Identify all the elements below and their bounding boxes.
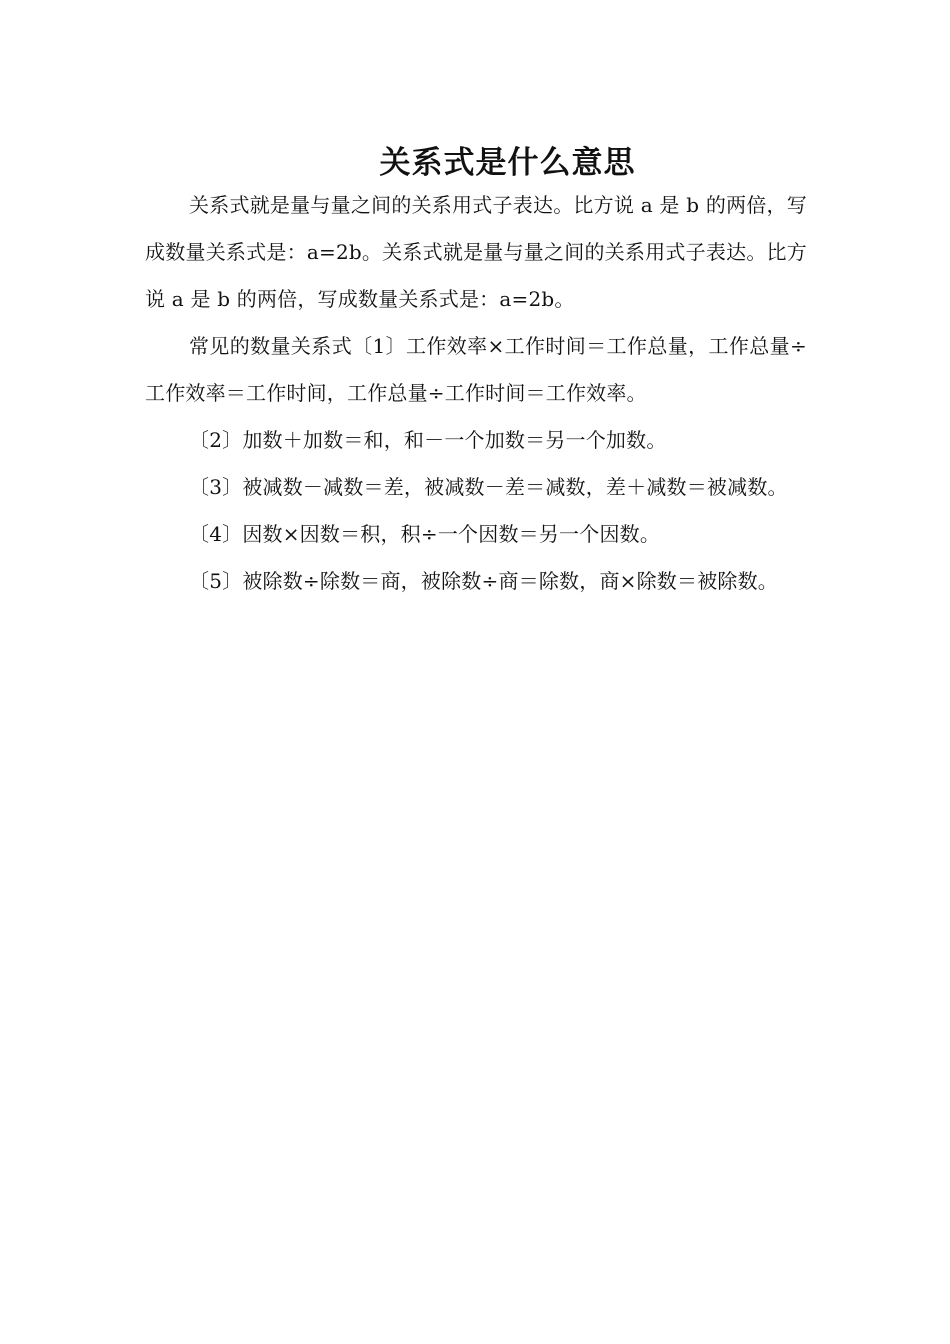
paragraph-addition: 〔2〕加数＋加数＝和，和－一个加数＝另一个加数。 — [189, 428, 667, 452]
document-body — [145, 182, 807, 605]
paragraph-multiplication: 〔4〕因数×因数＝积，积÷一个因数＝另一个因数。 — [189, 522, 661, 546]
document-title: 关系式是什么意思 — [379, 144, 636, 181]
paragraph-subtraction: 〔3〕被减数－减数＝差，被减数－差＝减数，差＋减数＝被减数。 — [189, 475, 788, 499]
paragraph-work-relations: 常见的数量关系式〔1〕工作效率×工作时间＝工作总量，工作总量÷工作效率＝工作时间，工作总量÷工作时间＝工作效率。 — [145, 334, 807, 405]
paragraph-division: 〔5〕被除数÷除数＝商，被除数÷商＝除数，商×除数＝被除数。 — [189, 569, 778, 593]
paragraph-definition: 关系式就是量与量之间的关系用式子表达。比方说 a 是 b 的两倍，写成数量关系式是：a=2b。关系式就是量与量之间的关系用式子表达。比方说 a 是 b 的两倍，写成数量关系式是：a=2b。 — [145, 193, 807, 311]
